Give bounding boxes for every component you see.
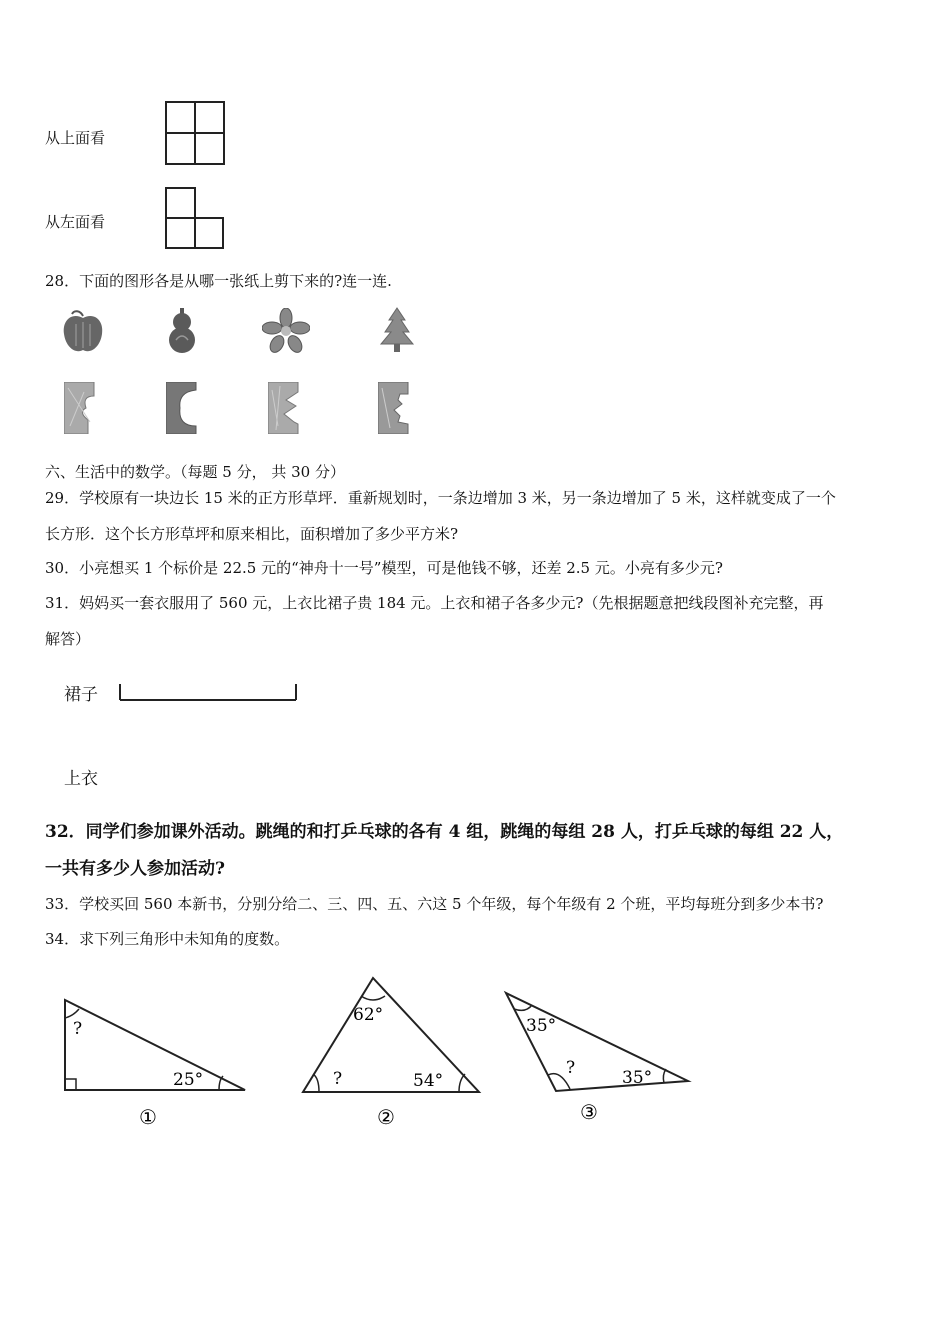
paper-1 — [64, 382, 96, 438]
view-top-label: 从上面看 — [45, 129, 106, 147]
triangle-2-angle-top: 62° — [353, 1005, 384, 1025]
section6-heading: 六、生活中的数学。（每题 5 分， 共 30 分） — [45, 463, 345, 481]
q29-line1: 29．学校原有一块边长 15 米的正方形草坪．重新规划时，一条边增加 3 米，另一条边增加了 5 米，这样就变成了一个 — [45, 489, 836, 507]
view-left-label: 从左面看 — [45, 213, 106, 231]
q34-text: 34．求下列三角形中未知角的度数。 — [45, 930, 290, 948]
triangle-1-number: ① — [139, 1105, 157, 1129]
top-clothes-label: 上衣 — [64, 769, 98, 789]
paper-4 — [378, 382, 410, 438]
triangle-1-angle-a: ? — [73, 1019, 83, 1039]
left-view-drawing — [165, 186, 225, 250]
triangle-2-angle-right: 54° — [413, 1071, 444, 1091]
top-view-grid — [165, 101, 225, 165]
triangle-1-angle-b: 25° — [173, 1070, 204, 1090]
triangle-2 — [295, 972, 490, 1136]
triangle-3 — [500, 985, 700, 1129]
triangle-1 — [55, 990, 255, 1134]
flower-icon — [262, 308, 310, 358]
triangle-3-angle-b: ? — [566, 1058, 576, 1078]
q28-text: 28．下面的图形各是从哪一张纸上剪下来的?连一连. — [45, 272, 392, 290]
apple-icon — [58, 306, 108, 360]
left-view-grid — [165, 186, 225, 250]
paper-3 — [268, 382, 300, 438]
triangle-2-number: ② — [377, 1105, 395, 1129]
q32-line2: 一共有多少人参加活动? — [45, 859, 225, 879]
gourd-icon — [160, 306, 204, 360]
triangle-3-number: ③ — [580, 1100, 598, 1124]
q31-line2: 解答） — [45, 630, 91, 648]
skirt-label: 裙子 — [64, 685, 98, 705]
q29-line2: 长方形．这个长方形草坪和原来相比，面积增加了多少平方米? — [45, 525, 459, 543]
top-view-drawing — [165, 101, 225, 165]
triangle-3-angle-c: 35° — [622, 1068, 653, 1088]
q31-line1: 31．妈妈买一套衣服用了 560 元，上衣比裙子贵 184 元。上衣和裙子各多少元?（先根据题意把线段图补充完整，再 — [45, 594, 824, 612]
triangle-3-angle-a: 35° — [526, 1016, 557, 1036]
q32-line1: 32．同学们参加课外活动。跳绳的和打乒乓球的各有 4 组，跳绳的每组 28 人，打乒乓球的每组 22 人， — [45, 822, 844, 842]
q30-text: 30．小亮想买 1 个标价是 22.5 元的“神舟十一号”模型，可是他钱不够，还差 2.5 元。小亮有多少元? — [45, 559, 723, 577]
tree-icon — [375, 306, 419, 358]
paper-2 — [166, 382, 198, 438]
triangle-2-angle-left: ? — [333, 1069, 343, 1089]
skirt-segment — [118, 682, 300, 708]
q33-text: 33．学校买回 560 本新书，分别分给二、三、四、五、六这 5 个年级，每个年级有 2 个班，平均每班分到多少本书? — [45, 895, 824, 913]
